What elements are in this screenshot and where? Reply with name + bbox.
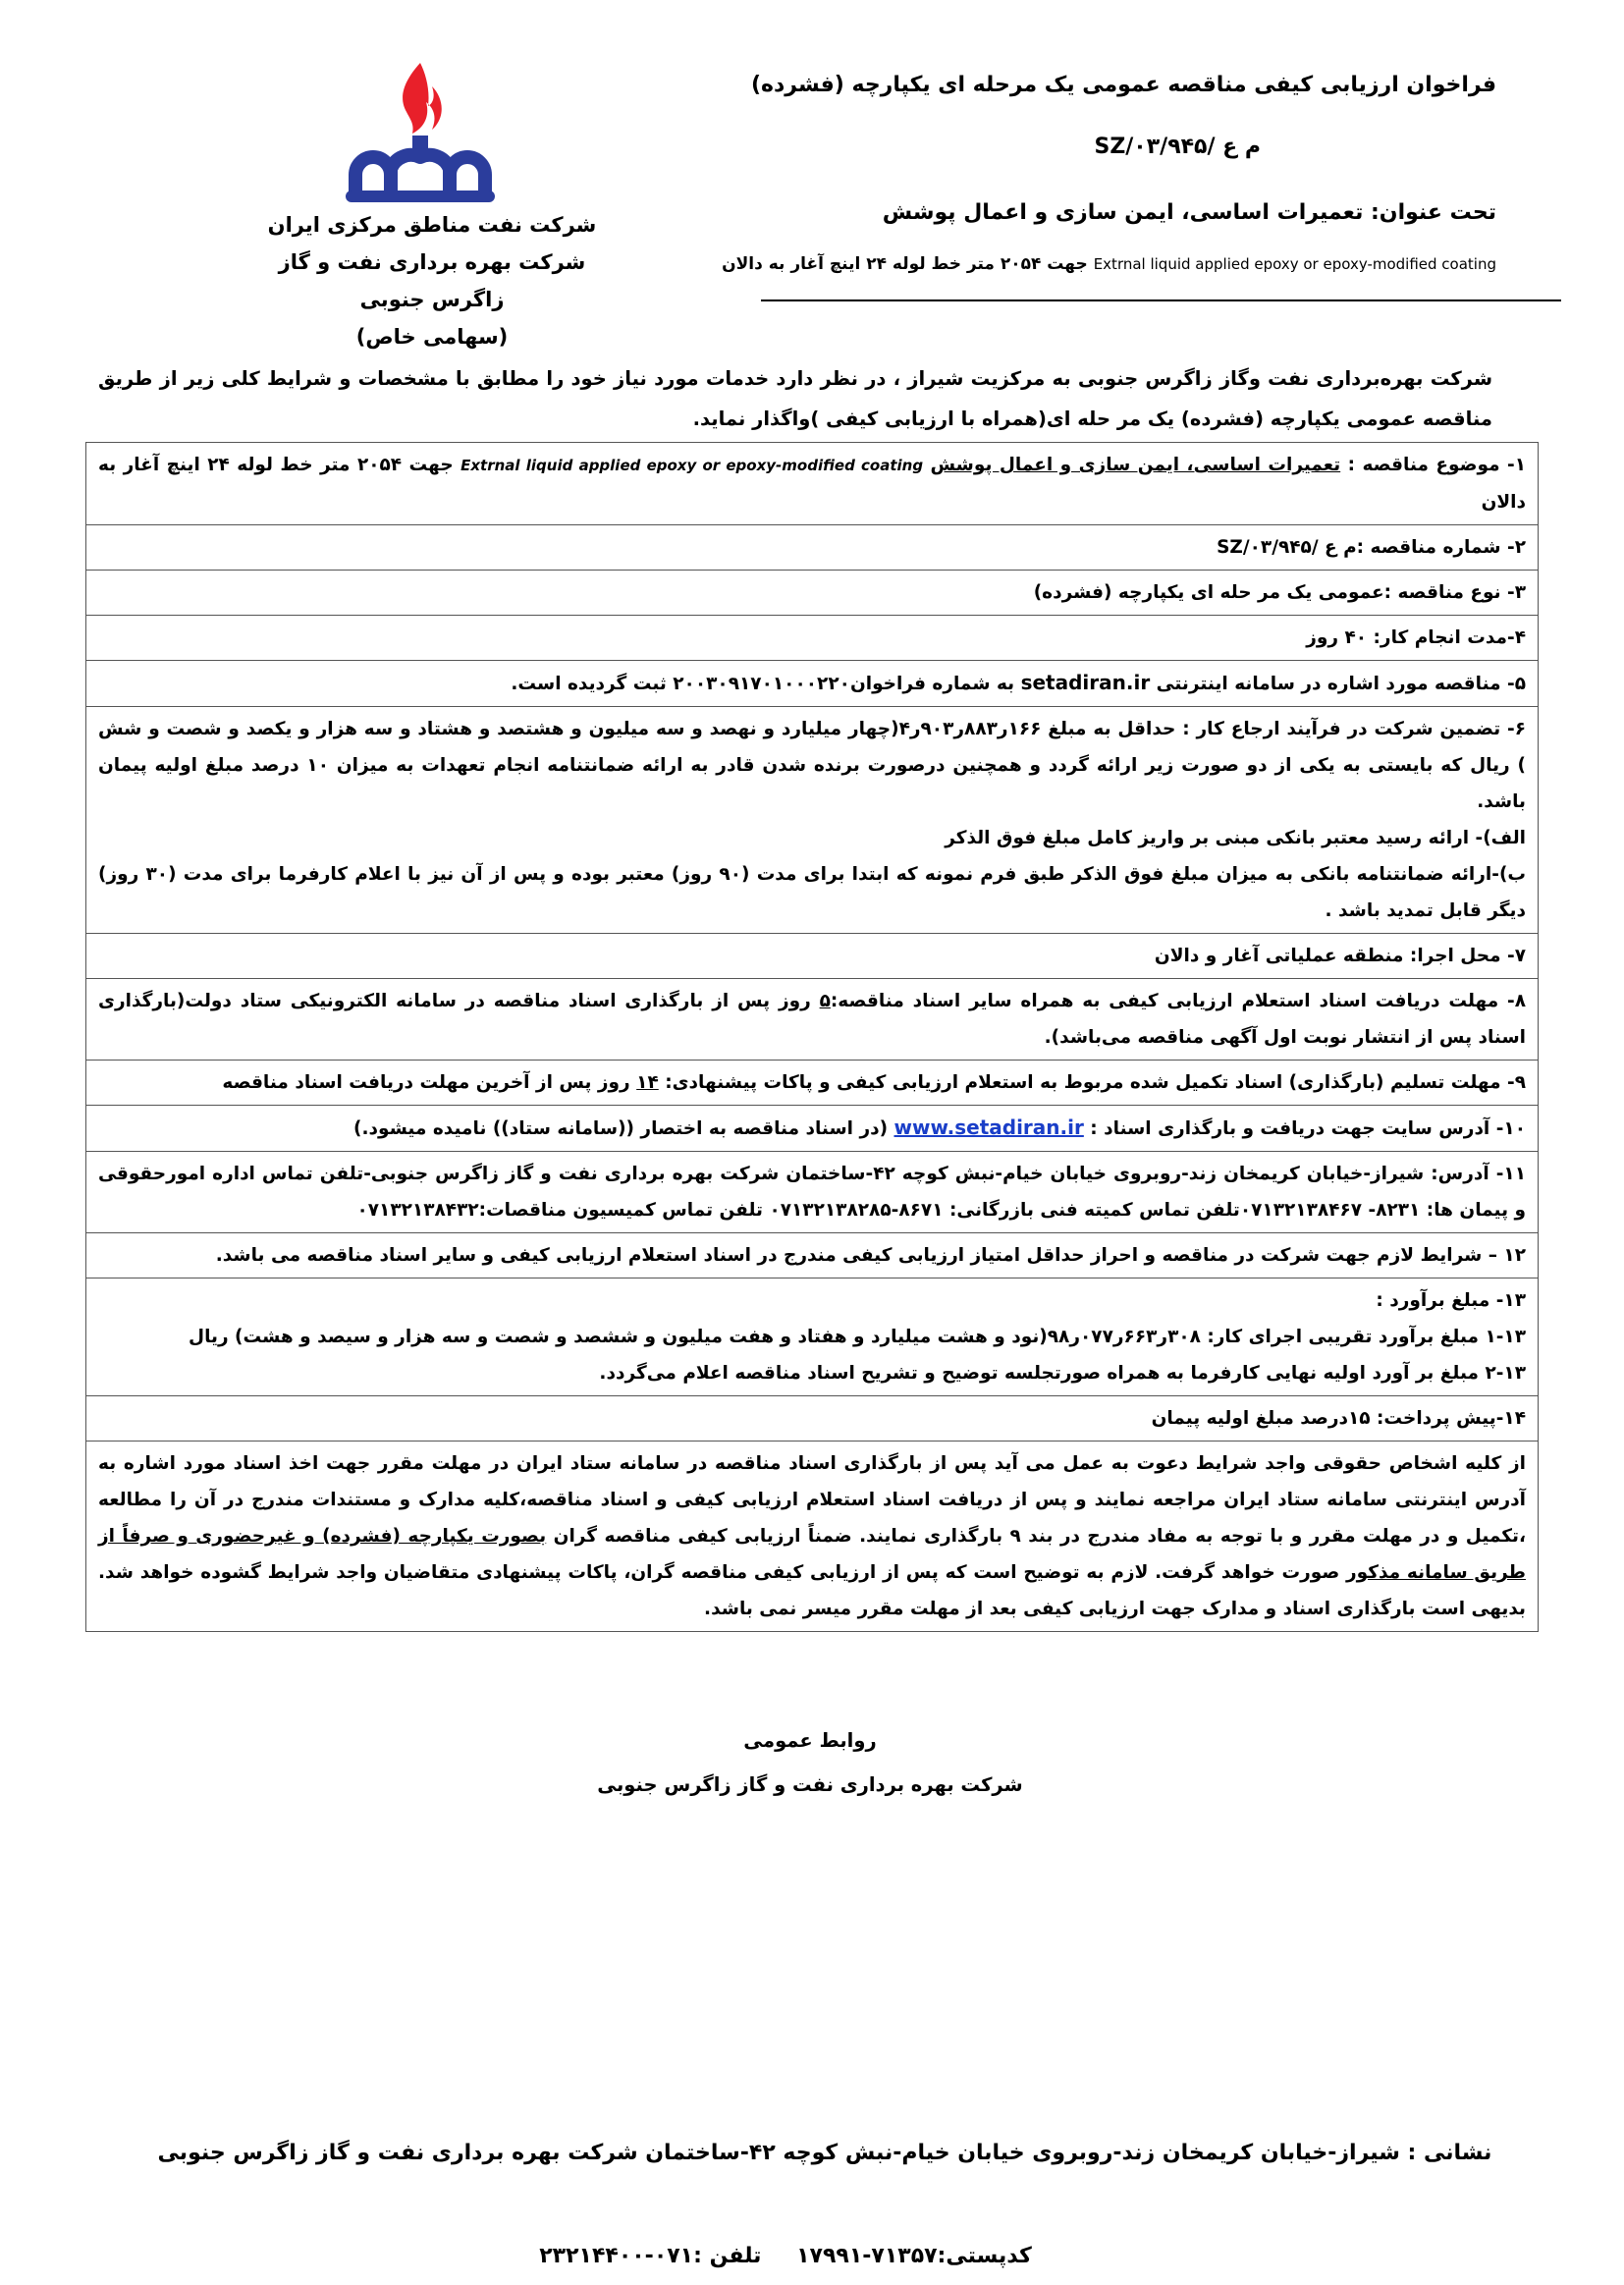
row2-number: ۲- شماره مناقصه :م ع /SZ/۰۳/۹۴۵: [86, 525, 1539, 571]
row10-prefix: ۱۰- آدرس سایت جهت دریافت و بارگذاری اسناد :: [1083, 1118, 1526, 1139]
table-row: [86, 1279, 1539, 1396]
document-title: فراخوان ارزیابی کیفی مناقصه عمومی یک مرحله ای یکپارچه (فشرده): [750, 73, 1496, 97]
subject-underline: [761, 299, 1561, 301]
row5-prefix: ۵- مناقصه مورد اشاره در سامانه اینترنتی: [1150, 674, 1526, 694]
table-row: [86, 1396, 1539, 1442]
row15-underlined: بصورت یکپارچه (فشرده) و غیرحضوری و صرفاً از طریق سامانه مذکور: [98, 1526, 1526, 1583]
row1-prefix: ۱- موضوع مناقصه :: [1340, 455, 1526, 475]
row13-estimate-1: ۱-۱۳ مبلغ برآورد تقریبی اجرای کار: ۳۰۸ر۶۶۳ر۰۷۷ر۹۸(نود و هشت میلیارد و هفتاد و هفت میلیون و ششصد و شصت و سه هزار و سیصد و هشت) ریال: [189, 1327, 1526, 1347]
row13-heading: ۱۳- مبلغ برآورد :: [1376, 1290, 1526, 1311]
row12-conditions: ۱۲ – شرایط لازم جهت شرکت در مناقصه و احراز حداقل امتیاز ارزیابی کیفی مندرج در اسناد استعلام ارزیابی کیفی و سایر اسناد مناقصه می باشد.: [86, 1233, 1539, 1279]
table-row: [86, 707, 1539, 934]
tender-details-table: [85, 442, 1539, 1632]
reference-code: م ع /SZ/۰۳/۹۴۵: [1094, 135, 1261, 159]
subject-detail-fa: جهت ۲۰۵۴ متر خط لوله ۲۴ اینچ آغار به دالان: [722, 254, 1088, 274]
table-row: [86, 571, 1539, 616]
table-row: [86, 934, 1539, 979]
row9-suffix: روز پس از آخرین مهلت دریافت اسناد مناقصه: [222, 1072, 637, 1093]
table-row: [86, 1152, 1539, 1233]
row4-duration: ۴-مدت انجام کار: ۴۰ روز: [86, 616, 1539, 661]
organization-name-block: [245, 206, 619, 355]
org-line-2: شرکت بهره برداری نفت و گاز زاگرس جنوبی: [278, 250, 586, 311]
intro-paragraph: شرکت بهره‌برداری نفت وگاز زاگرس جنوبی به مرکزیت شیراز ، در نظر دارد خدمات مورد نیاز خود را مطابق با مشخصات و شرایط کلی زیر از طریق مناقصه عمومی یکپارچه (فشرده) یک مر حله ای(همراه با ارزیابی کیفی )واگذار نماید.: [98, 367, 1492, 430]
table-row: [86, 1233, 1539, 1279]
row6-option-b: ب)-ارائه ضمانتنامه بانکی به میزان مبلغ فوق الذکر طبق فرم نمونه که ابتدا برای مدت (۹۰ روز) معتبر بوده و پس از آن نیز با اعلام کارفرما برای مدت (۳۰ روز) دیگر قابل تمدید باشد .: [98, 864, 1526, 921]
table-row: [86, 979, 1539, 1061]
row6-option-a: الف)- ارائه رسید معتبر بانکی مبنی بر واریز کامل مبلغ فوق الذکر: [945, 828, 1526, 848]
subject-detail-en: Extrnal liquid applied epoxy or epoxy-modified coating: [1093, 255, 1496, 273]
row14-prepayment: ۱۴-پیش پرداخت: ۱۵درصد مبلغ اولیه پیمان: [86, 1396, 1539, 1442]
row10-suffix: (در اسناد مناقصه به اختصار ((سامانه ستاد)) نامیده میشود.): [353, 1118, 894, 1139]
row15-part-2: صورت خواهد گرفت. لازم به توضیح است که پس از ارزیابی کیفی مناقصه گران، پاکات پیشنهادی متقاضیان واجد شرایط گشوده خواهد شد. بدیهی است بارگذاری اسناد و مدارک جهت ارزیابی کیفی بعد از مهلت مقرر میسر نمی باشد.: [98, 1562, 1526, 1619]
signature-line-1: روابط عمومی: [743, 1729, 877, 1752]
nioc-flame-logo-icon: [334, 59, 506, 206]
row8-days: ۵: [819, 991, 831, 1011]
table-row: [86, 1442, 1539, 1632]
footer-postal-code: کدپستی:۷۱۳۵۷-۱۷۹۹۱: [796, 2244, 1032, 2268]
row7-location: ۷- محل اجرا: منطقه عملیاتی آغار و دالان: [86, 934, 1539, 979]
row9-prefix: ۹- مهلت تسلیم (بارگذاری) اسناد تکمیل شده مربوط به استعلام ارزیابی کیفی و پاکات پیشنهادی:: [658, 1072, 1526, 1093]
table-row: [86, 1106, 1539, 1152]
signature-block: [491, 1718, 1129, 1807]
row8-suffix: روز پس از بارگذاری اسناد مناقصه در سامانه الکترونیکی ستاد دولت(بارگذاری اسناد پس از انتشار نوبت اول آگهی مناقصه می‌باشد).: [98, 991, 1526, 1048]
setadiran-link[interactable]: setadiran.ir: [1020, 671, 1151, 694]
title-block: [632, 67, 1496, 274]
row15-part-1: از کلیه اشخاص حقوقی واجد شرایط دعوت به عمل می آید پس از بارگذاری اسناد مناقصه در سامانه ستاد ایران در مهلت مقرر جهت اخذ اسناد مورد اشاره به آدرس اینترنتی سامانه ستاد ایران مراجعه نمایند و پس از دریافت اسناد استعلام ارزیابی کیفی و اسناد مناقصه،کلیه مدارک و مستندات مندرج در آن را مطالعه ،تکمیل و در مهلت مقرر و با توجه به مفاد مندرج در بند ۹ بارگذاری نمایند. ضمناً ارزیابی کیفی مناقصه گران: [98, 1453, 1527, 1547]
table-row: [86, 661, 1539, 707]
table-row: [86, 616, 1539, 661]
signature-line-2: شرکت بهره برداری نفت و گاز زاگرس جنوبی: [597, 1773, 1023, 1796]
table-row: [86, 525, 1539, 571]
row1-subject-en: Extrnal liquid applied epoxy or epoxy-modified coating: [460, 457, 924, 474]
row1-suffix: جهت ۲۰۵۴ متر خط لوله ۲۴ اینچ آغار به دالان: [98, 455, 1526, 513]
footer-phone: تلفن :۰۷۱-۲۳۲۱۴۴۰۰: [539, 2244, 762, 2268]
org-line-3: (سهامی خاص): [355, 325, 509, 349]
row8-prefix: ۸- مهلت دریافت اسناد استعلام ارزیابی کیفی به همراه سایر اسناد مناقصه:: [830, 991, 1526, 1011]
row5-suffix: به شماره فراخوان۲۰۰۳۰۹۱۷۰۱۰۰۰۲۲۰ ثبت گردیده است.: [511, 674, 1021, 694]
row11-address: ۱۱- آدرس: شیراز-خیابان کریمخان زند-روبروی خیابان خیام-نبش کوچه ۴۲-ساختمان شرکت بهره برداری نفت و گاز زاگرس جنوبی-تلفن تماس اداره امورحقوقی و پیمان ها: ۸۲۳۱- ۰۷۱۳۲۱۳۸۴۶۷تلفن تماس کمیته فنی بازرگانی: ۸۶۷۱-۰۷۱۳۲۱۳۸۲۸۵ تلفن تماس کمیسیون مناقصات:۰۷۱۳۲۱۳۸۴۳۲: [86, 1152, 1539, 1233]
row1-subject: تعمیرات اساسی، ایمن سازی و اعمال پوشش: [930, 455, 1341, 475]
subject-detail: [632, 254, 1496, 274]
row9-days: ۱۴: [636, 1072, 659, 1093]
footer-contact: [344, 2244, 1227, 2268]
table-row: [86, 1061, 1539, 1106]
row6-guarantee: ۶- تضمین شرکت در فرآیند ارجاع کار : حداقل به مبلغ ۱۶۶ر۸۸۳ر۹۰۳ر۴(چهار میلیارد و نهصد و سه میلیون و هشتصد و هشتاد و سه هزار و یکصد و شصت و شش ) ریال که بایستی به یکی از دو صورت زیر ارائه گردد و همچنین درصورت برنده شدن قادر به ارائه ضمانتنامه انجام تعهدات به میزان ۱۰ درصد مبلغ اولیه پیمان باشد.: [98, 719, 1526, 812]
row13-estimate-2: ۲-۱۳ مبلغ بر آورد اولیه نهایی کارفرما به همراه صورتجلسه توضیح و تشریح اسناد مناقصه اعلام می‌گردد.: [599, 1363, 1526, 1384]
row3-type: ۳- نوع مناقصه :عمومی یک مر حله ای یکپارچه (فشرده): [86, 571, 1539, 616]
document-subject: تحت عنوان: تعمیرات اساسی، ایمن سازی و اعمال پوشش: [882, 200, 1496, 225]
org-line-1: شرکت نفت مناطق مرکزی ایران: [267, 213, 597, 237]
www-setadiran-link[interactable]: www.setadiran.ir: [893, 1115, 1084, 1139]
table-row: [86, 443, 1539, 525]
footer-address: نشانی : شیراز-خیابان کریمخان زند-روبروی خیابان خیام-نبش کوچه ۴۲-ساختمان شرکت بهره برداری نفت و گاز زاگرس جنوبی: [157, 2141, 1492, 2165]
